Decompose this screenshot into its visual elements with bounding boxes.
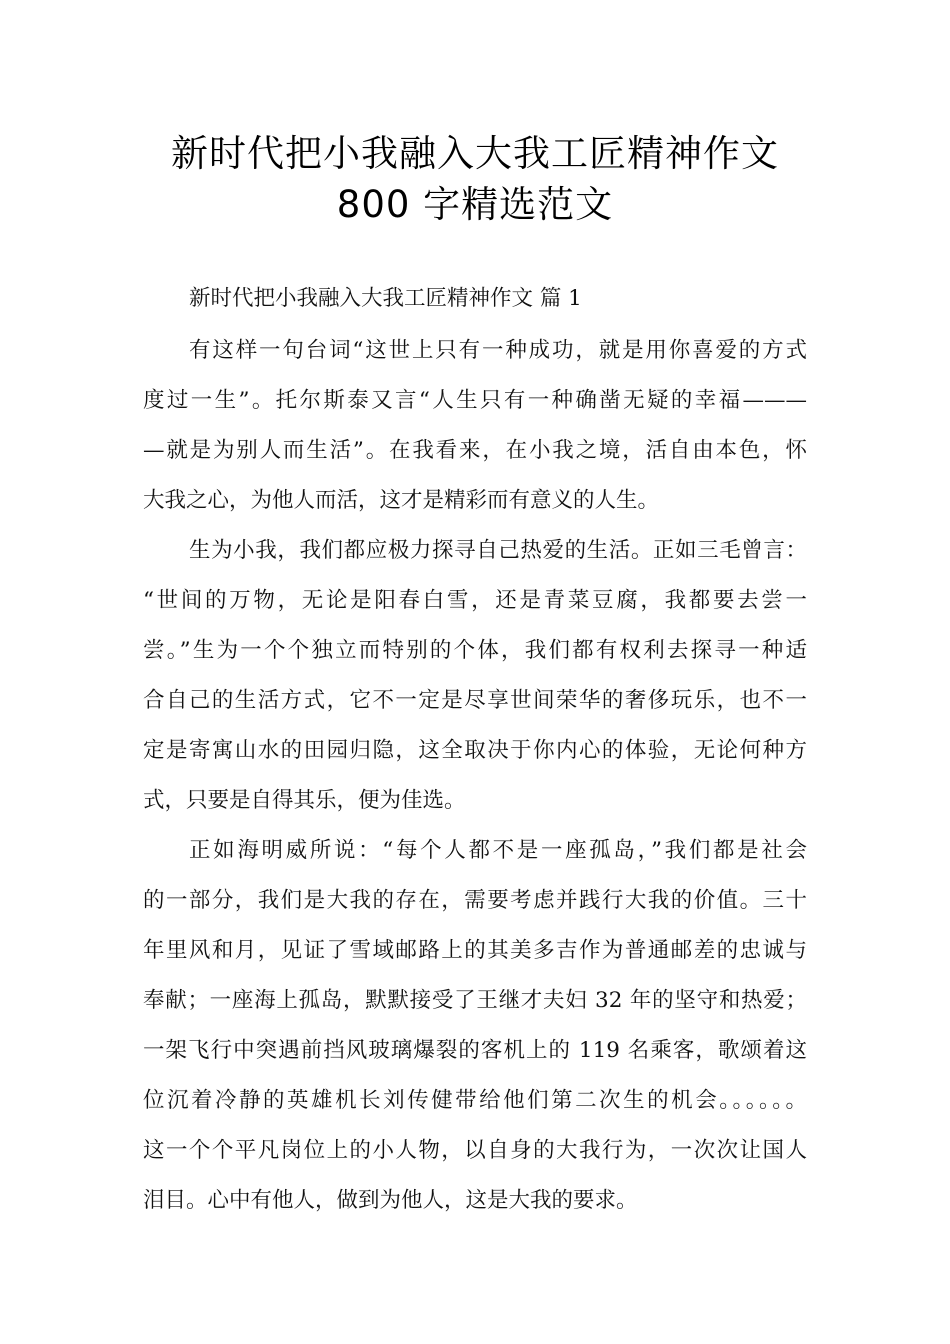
paragraph-3-line-8: 泪目。心中有他人，做到为他人，这是大我的要求。 [143, 1188, 638, 1213]
paragraph-3-line-2: 的一部分，我们是大我的存在，需要考虑并践行大我的价值。三十 [143, 888, 807, 913]
paragraph-2-line-5: 定是寄寓山水的田园归隐，这全取决于你内心的体验，无论何种方 [143, 738, 807, 763]
paragraph-2-line-6: 式，只要是自得其乐，便为佳选。 [143, 788, 466, 813]
paragraph-1-line-4: 大我之心，为他人而活，这才是精彩而有意义的人生。 [143, 488, 660, 513]
paragraph-3-line-7: 这一个个平凡岗位上的小人物，以自身的大我行为，一次次让国人 [143, 1138, 807, 1163]
paragraph-3-line-3: 年里风和月，见证了雪域邮路上的其美多吉作为普通邮差的忠诚与 [143, 938, 807, 963]
paragraph-3-line-1: 正如海明威所说：“每个人都不是一座孤岛，”我们都是社会 [189, 838, 807, 863]
paragraph-1-line-1: 有这样一句台词“这世上只有一种成功，就是用你喜爱的方式 [189, 338, 807, 363]
paragraph-3-line-4: 奉献；一座海上孤岛，默默接受了王继才夫妇 32 年的坚守和热爱； [143, 988, 807, 1013]
document-title-line-2: 800 字精选范文 [336, 183, 614, 226]
paragraph-2-line-1: 生为小我，我们都应极力探寻自己热爱的生活。正如三毛曾言： [189, 538, 807, 563]
paragraph-2-line-3: 尝。”生为一个个独立而特别的个体，我们都有权利去探寻一种适 [143, 638, 807, 663]
paragraph-3-line-5: 一架飞行中突遇前挡风玻璃爆裂的客机上的 119 名乘客，歌颂着这 [143, 1038, 807, 1063]
paragraph-3-line-6: 位沉着冷静的英雄机长刘传健带给他们第二次生的机会。。。。。。 [143, 1088, 807, 1113]
section-heading: 新时代把小我融入大我工匠精神作文 篇 1 [189, 286, 582, 311]
paragraph-2-line-2: “世间的万物，无论是阳春白雪，还是青菜豆腐，我都要去尝一 [143, 588, 807, 613]
paragraph-1-line-2: 度过一生”。托尔斯泰又言“人生只有一种确凿无疑的幸福——— [143, 388, 807, 413]
paragraph-1-line-3: —就是为别人而生活”。在我看来，在小我之境，活自由本色，怀 [143, 438, 807, 463]
document-title-line-1: 新时代把小我融入大我工匠精神作文 [171, 132, 779, 175]
paragraph-2-line-4: 合自己的生活方式，它不一定是尽享世间荣华的奢侈玩乐，也不一 [143, 688, 807, 713]
